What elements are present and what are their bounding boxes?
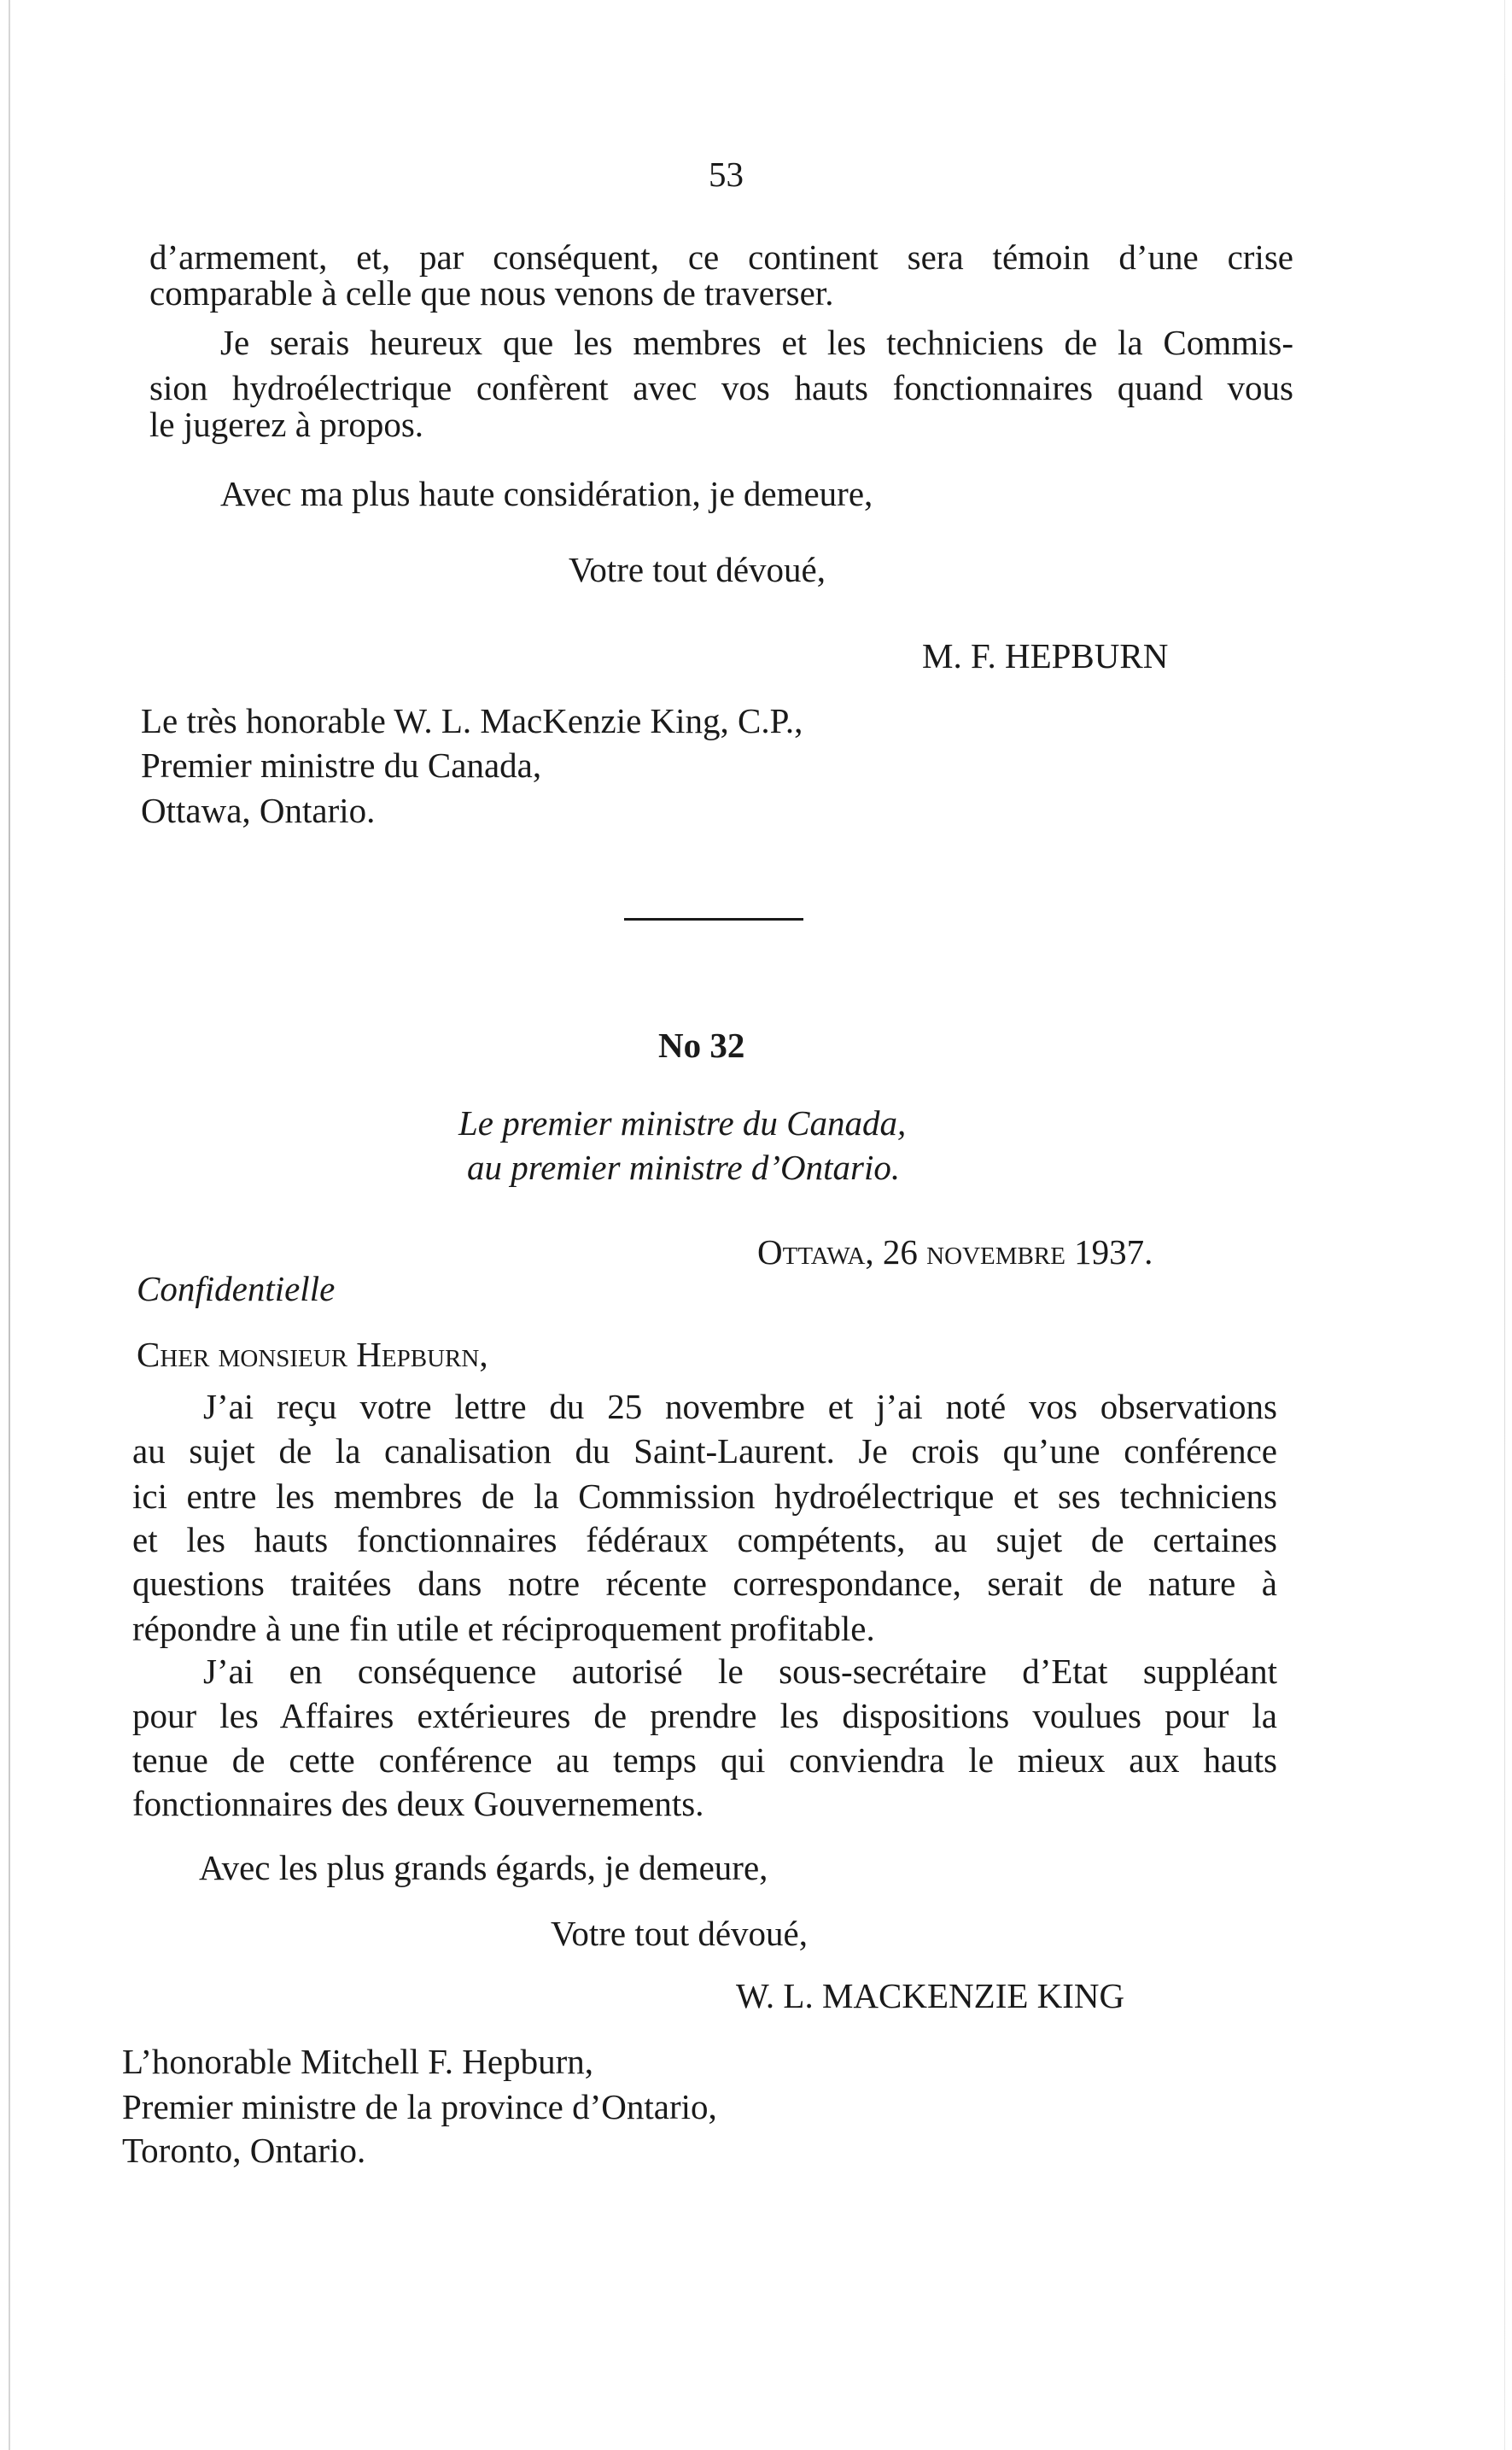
- letter2-place-date: Ottawa, 26 novembre 1937.: [757, 1232, 1153, 1272]
- letter1-signature: M. F. HEPBURN: [922, 636, 1169, 675]
- letter2-addressee-line-3: Toronto, Ontario.: [122, 2131, 366, 2170]
- letter2-body-line-7: J’ai en conséquence autorisé le sous-secrétaire d’Etat suppléant: [203, 1652, 1277, 1691]
- letter1-addressee-line-2: Premier ministre du Canada,: [141, 746, 542, 785]
- letter2-heading-line-2: au premier ministre d’Ontario.: [467, 1148, 901, 1187]
- letter2-addressee-line-1: L’honorable Mitchell F. Hepburn,: [122, 2042, 594, 2081]
- letter1-line-4: sion hydroélectrique confèrent avec vos hauts fonctionnaires quand vous: [149, 368, 1293, 407]
- letter2-body-line-1: J’ai reçu votre lettre du 25 novembre et j’ai noté vos observations: [203, 1387, 1277, 1426]
- letter2-valediction: Votre tout dévoué,: [551, 1914, 808, 1953]
- page-number: 53: [709, 155, 744, 194]
- letter2-body-line-3: ici entre les membres de la Commission hydroélectrique et ses techniciens: [132, 1476, 1277, 1516]
- letter1-line-1: d’armement, et, par conséquent, ce continent sera témoin d’une crise: [149, 237, 1293, 277]
- letter1-line-3: Je serais heureux que les membres et les techniciens de la Commis-: [220, 323, 1293, 362]
- letter2-body-line-9: tenue de cette conférence au temps qui conviendra le mieux aux hauts: [132, 1740, 1277, 1780]
- letter1-line-5: le jugerez à propos.: [149, 405, 424, 444]
- letter1-closing: Avec ma plus haute considération, je demeure,: [220, 474, 873, 513]
- scan-edge-right: [1504, 0, 1505, 2450]
- letter2-closing: Avec les plus grands égards, je demeure,: [199, 1848, 768, 1887]
- letter1-valediction: Votre tout dévoué,: [569, 550, 826, 589]
- letter1-addressee-text: Le très honorable W. L. MacKenzie King, C.P.,: [141, 701, 803, 740]
- letter2-classification: Confidentielle: [137, 1269, 336, 1308]
- letter2-body-line-4: et les hauts fonctionnaires fédéraux compétents, au sujet de certaines: [132, 1520, 1277, 1559]
- letter2-body-line-10: fonctionnaires des deux Gouvernements.: [132, 1784, 704, 1823]
- section-divider: [624, 918, 803, 921]
- scan-edge-left: [9, 0, 10, 2450]
- letter1-addressee-line-3: Ottawa, Ontario.: [141, 791, 376, 830]
- letter2-body-line-5: questions traitées dans notre récente correspondance, serait de nature à: [132, 1564, 1277, 1603]
- letter2-body-line-8: pour les Affaires extérieures de prendre les dispositions voulues pour la: [132, 1696, 1277, 1735]
- letter1-addressee-line-1: [141, 700, 803, 741]
- letter2-signature: W. L. MACKENZIE KING: [736, 1976, 1125, 2015]
- letter2-heading-line-1: Le premier ministre du Canada,: [458, 1103, 907, 1143]
- letter2-body-line-6: répondre à une fin utile et réciproquement profitable.: [132, 1609, 875, 1648]
- letter2-salutation: Cher monsieur Hepburn,: [137, 1335, 488, 1374]
- letter2-addressee-line-2: Premier ministre de la province d’Ontario,: [122, 2087, 717, 2126]
- document-number: No 32: [658, 1026, 745, 1065]
- letter1-line-2: comparable à celle que nous venons de traverser.: [149, 273, 834, 313]
- letter2-body-line-2: au sujet de la canalisation du Saint-Laurent. Je crois qu’une conférence: [132, 1431, 1277, 1471]
